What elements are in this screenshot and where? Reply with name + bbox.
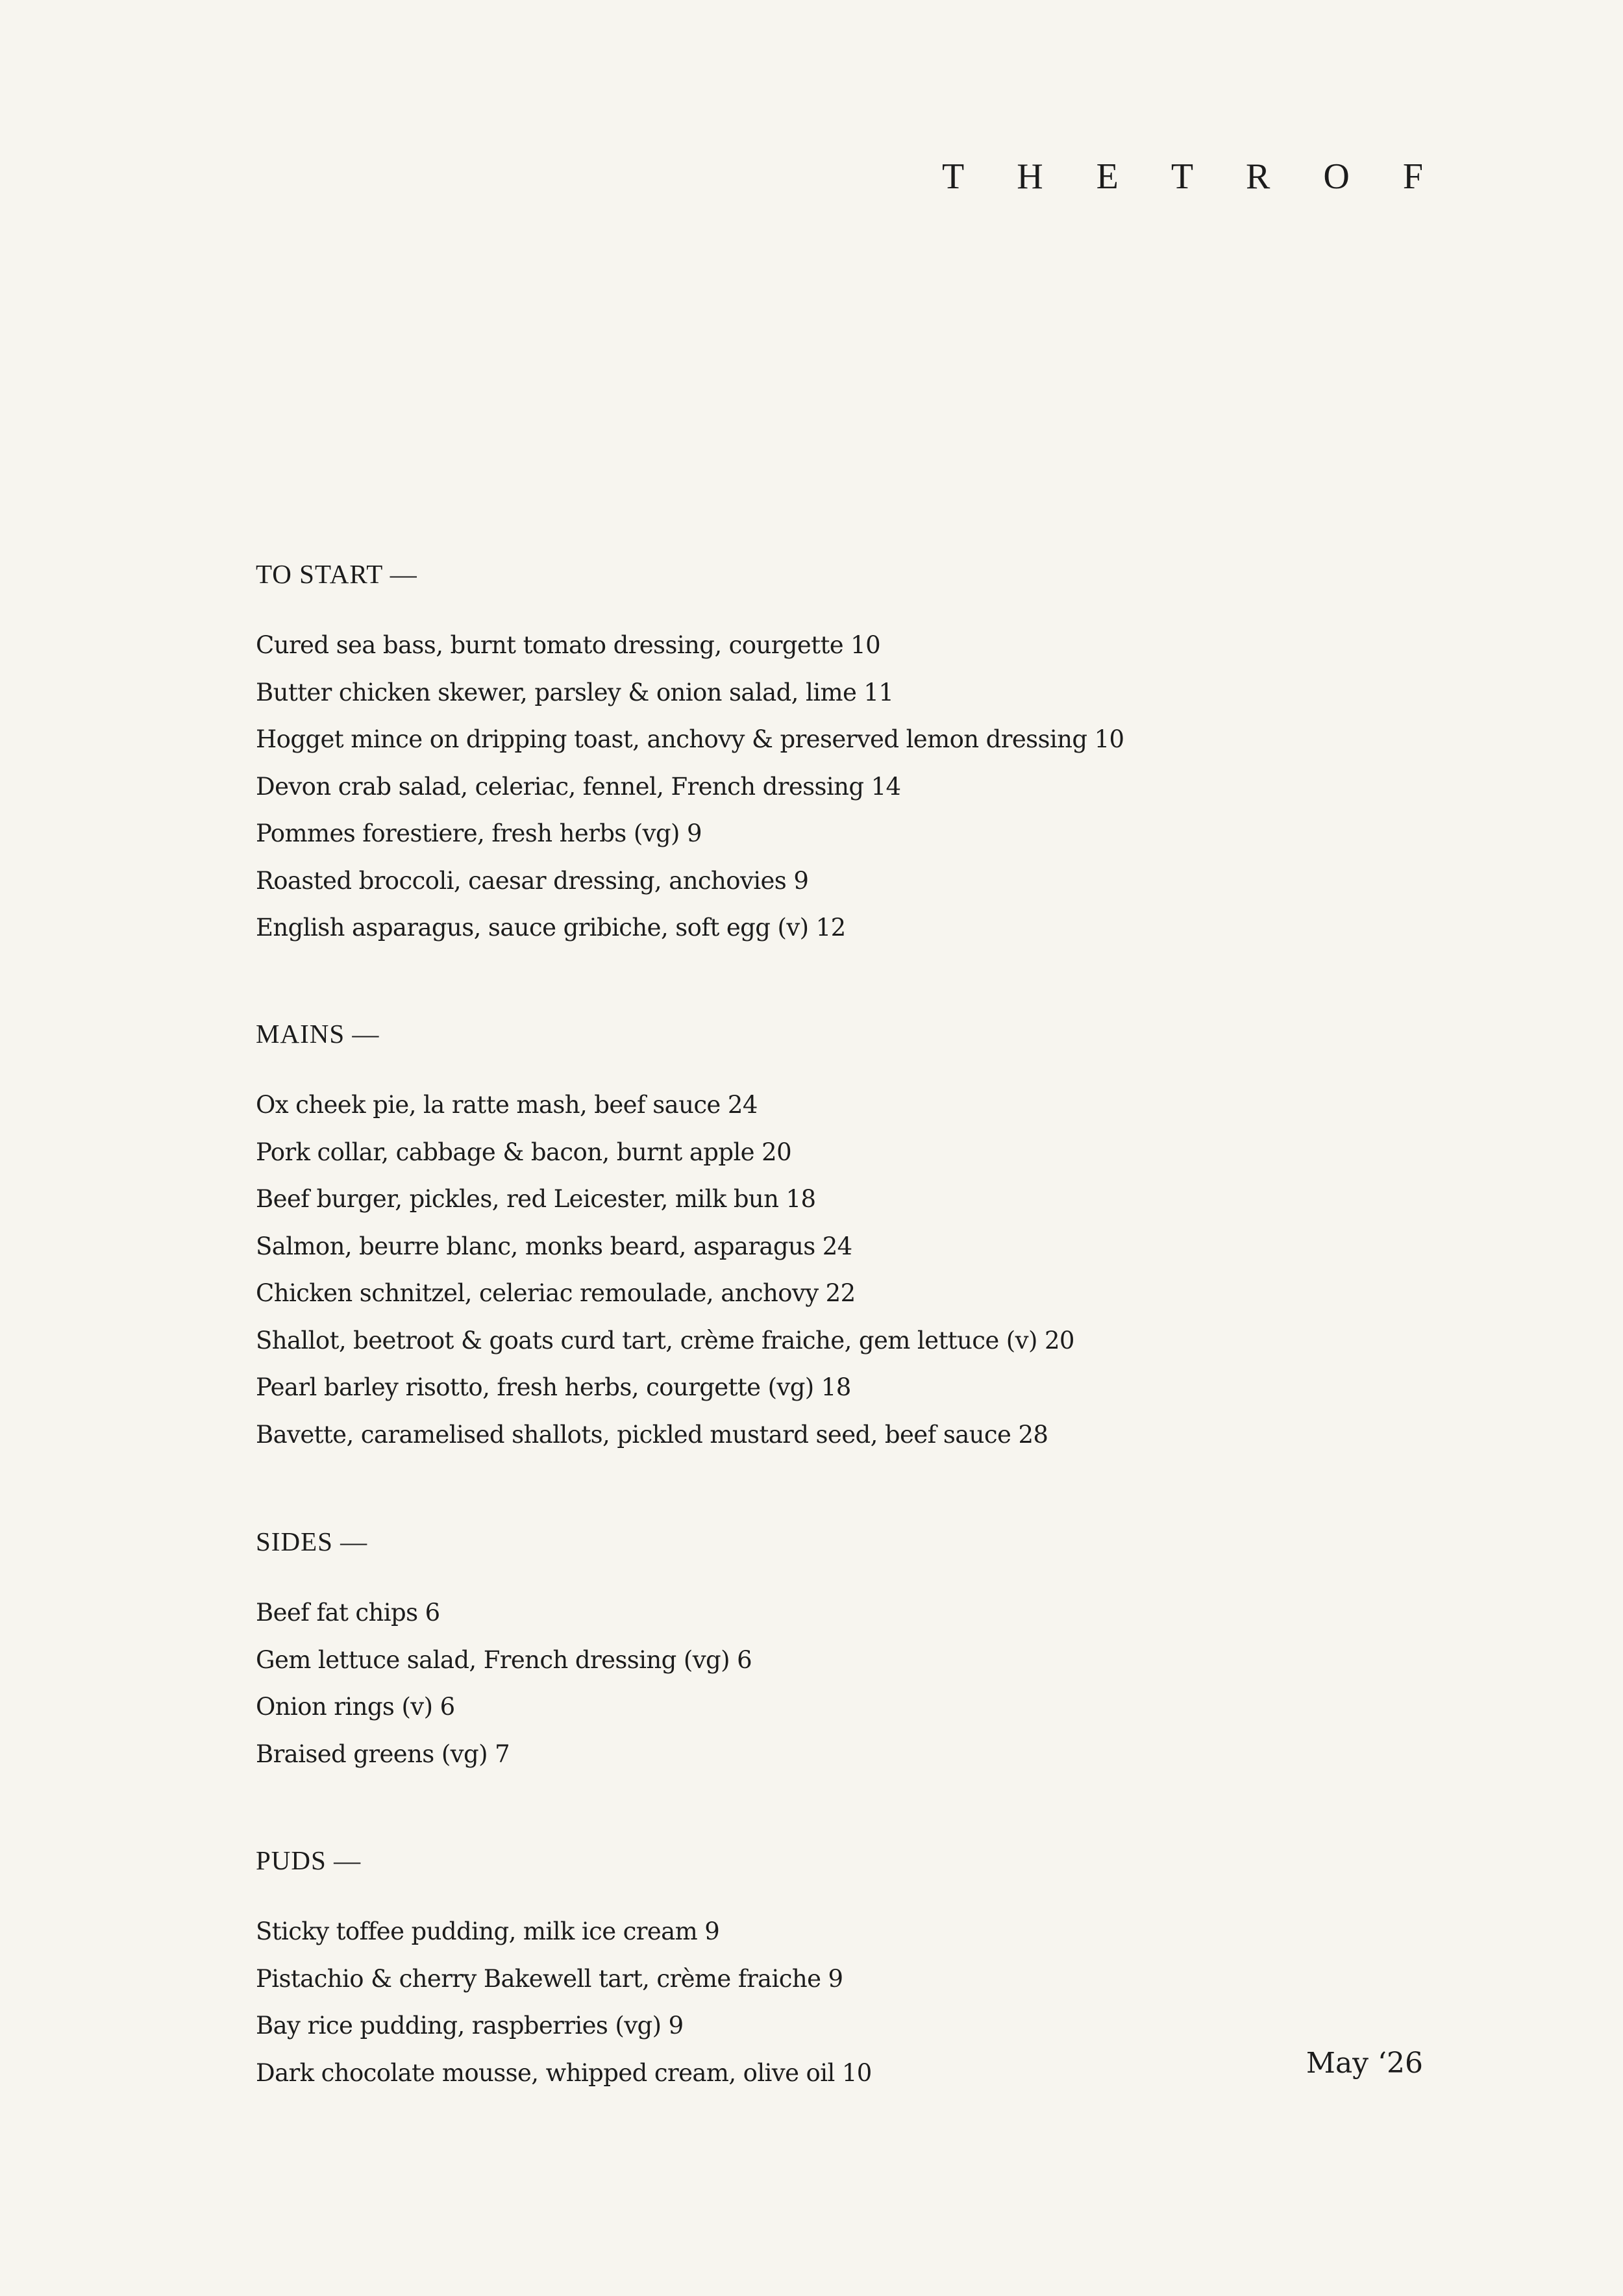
section-title: SIDES — <box>256 1527 368 1556</box>
menu-item: Bavette, caramelised shallots, pickled mustard seed, beef sauce 28 <box>256 1420 1048 1449</box>
section-to-start <box>256 558 1124 952</box>
menu-item: Shallot, beetroot & goats curd tart, crème fraiche, gem lettuce (v) 20 <box>256 1326 1074 1354</box>
menu-item: Braised greens (vg) 7 <box>256 1740 510 1768</box>
menu-item: Beef fat chips 6 <box>256 1599 440 1627</box>
menu-item: Pork collar, cabbage & bacon, burnt apple 20 <box>256 1138 792 1166</box>
menu-item: Hogget mince on dripping toast, anchovy & preserved lemon dressing 10 <box>256 725 1124 753</box>
section-title: TO START — <box>256 559 417 589</box>
section-title: PUDS — <box>256 1845 362 1875</box>
menu-list <box>256 622 1124 952</box>
menu-item: Pistachio & cherry Bakewell tart, crème fraiche 9 <box>256 1964 843 1993</box>
section-title: MAINS — <box>256 1019 380 1049</box>
restaurant-name: T H E T R O F <box>942 156 1445 197</box>
menu-item: Butter chicken skewer, parsley & onion salad, lime 11 <box>256 678 894 706</box>
menu-item: Cured sea bass, burnt tomato dressing, courgette 10 <box>256 631 881 659</box>
menu-item: Ox cheek pie, la ratte mash, beef sauce 24 <box>256 1091 758 1119</box>
menu-list <box>256 1590 752 1778</box>
section-puds <box>256 1845 872 2097</box>
menu-item: Onion rings (v) 6 <box>256 1693 455 1721</box>
menu-item: English asparagus, sauce gribiche, soft egg (v) 12 <box>256 914 846 942</box>
menu-item: Pommes forestiere, fresh herbs (vg) 9 <box>256 819 702 847</box>
menu-item: Salmon, beurre blanc, monks beard, asparagus 24 <box>256 1232 852 1260</box>
menu-item: Roasted broccoli, caesar dressing, anchovies 9 <box>256 866 809 895</box>
menu-list <box>256 1908 872 2097</box>
menu-item: Dark chocolate mousse, whipped cream, olive oil 10 <box>256 2058 872 2087</box>
menu-item: Chicken schnitzel, celeriac remoulade, anchovy 22 <box>256 1279 856 1307</box>
menu-item: Sticky toffee pudding, milk ice cream 9 <box>256 1917 720 1945</box>
menu-date: May ‘26 <box>1306 2047 1423 2080</box>
section-sides <box>256 1526 752 1778</box>
menu-item: Bay rice pudding, raspberries (vg) 9 <box>256 2012 684 2040</box>
menu-item: Beef burger, pickles, red Leicester, milk bun 18 <box>256 1185 816 1213</box>
section-mains <box>256 1018 1074 1458</box>
menu-item: Devon crab salad, celeriac, fennel, French dressing 14 <box>256 772 901 801</box>
menu-list <box>256 1082 1074 1458</box>
menu-item: Pearl barley risotto, fresh herbs, courgette (vg) 18 <box>256 1373 851 1401</box>
menu-item: Gem lettuce salad, French dressing (vg) 6 <box>256 1645 752 1674</box>
